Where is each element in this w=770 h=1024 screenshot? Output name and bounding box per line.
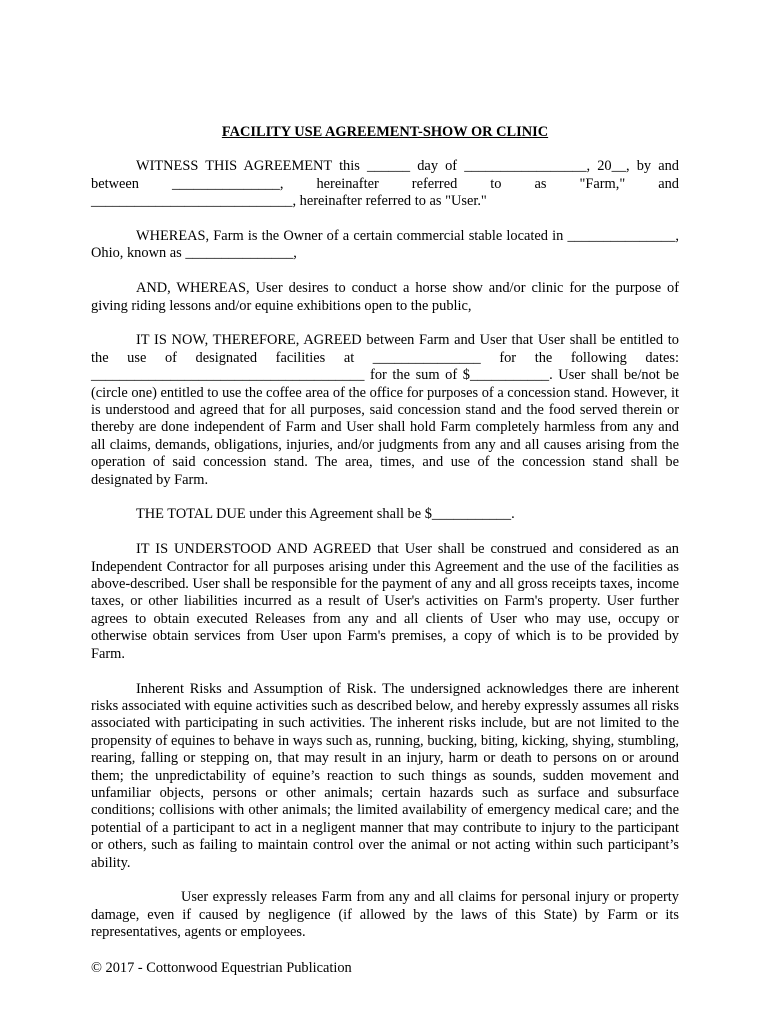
- paragraph-whereas-user: AND, WHEREAS, User desires to conduct a horse show and/or clinic for the purpose of giving riding lessons and/or equine exhibitions open to the public,: [91, 280, 679, 314]
- document-title: FACILITY USE AGREEMENT-SHOW OR CLINIC: [221, 124, 549, 140]
- paragraph-agreed-use: IT IS NOW, THEREFORE, AGREED between Farm and User that User shall be entitled to the use of designated facilities at _______________ for the following dates: ______________________________________ for the sum of $___________. User shall be/not be (circle one) entitled to use the coffee area of the office for purposes of a concession stand. However, it is understood and agreed that for all purposes, said concession stand and the food served therein or thereby are done independent of Farm and User shall hold Farm completely harmless from any and all claims, demands, obligations, injuries, and/or judgments from any and all causes arising from the operation of said concession stand. The area, times, and use of the concession stand shall be designated by Farm.: [91, 332, 679, 488]
- document-body: [91, 124, 679, 959]
- paragraph-release: User expressly releases Farm from any and all claims for personal injury or property damage, even if caused by negligence (if allowed by the laws of this State) by Farm or its representatives, agents or employees.: [91, 889, 679, 941]
- paragraph-inherent-risks: Inherent Risks and Assumption of Risk. The undersigned acknowledges there are inherent risks associated with equine activities such as described below, and hereby expressly assumes all risks associated with participating in such activities. The inherent risks include, but are not limited to the propensity of equines to behave in ways such as, running, bucking, biting, kicking, shying, stumbling, rearing, falling or stepping on, that may result in an injury, harm or death to persons on or around them; the unpredictability of equine’s reaction to such things as sounds, sudden movement and unfamiliar objects, persons or other animals; certain hazards such as surface and subsurface conditions; collisions with other animals; the limited availability of emergency medical care; and the potential of a participant to act in a negligent manner that may contribute to injury to the participant or others, such as failing to maintain control over the animal or not acting within such participant’s ability.: [91, 680, 679, 871]
- copyright-footer: © 2017 - Cottonwood Equestrian Publication: [91, 960, 352, 976]
- paragraph-witness: WITNESS THIS AGREEMENT this ______ day of _________________, 20__, by and between _______________, hereinafter referred to as "Farm," and ____________________________, hereinafter referred to as "User.": [91, 158, 679, 210]
- paragraph-total-due: THE TOTAL DUE under this Agreement shall be $___________.: [136, 506, 515, 523]
- paragraph-whereas-owner: WHEREAS, Farm is the Owner of a certain commercial stable located in _______________, Ohio, known as _______________,: [91, 228, 679, 262]
- paragraph-independent-contractor: IT IS UNDERSTOOD AND AGREED that User shall be construed and considered as an Independent Contractor for all purposes arising under this Agreement and the use of the facilities as above-described. User shall be responsible for the payment of any and all gross receipts taxes, income taxes, or other liabilities incurred as a result of User's activities on Farm's property. User further agrees to obtain executed Releases from any and all clients of User who may use, occupy or otherwise obtain services from User upon Farm's premises, a copy of which is to be provided by Farm.: [91, 541, 679, 662]
